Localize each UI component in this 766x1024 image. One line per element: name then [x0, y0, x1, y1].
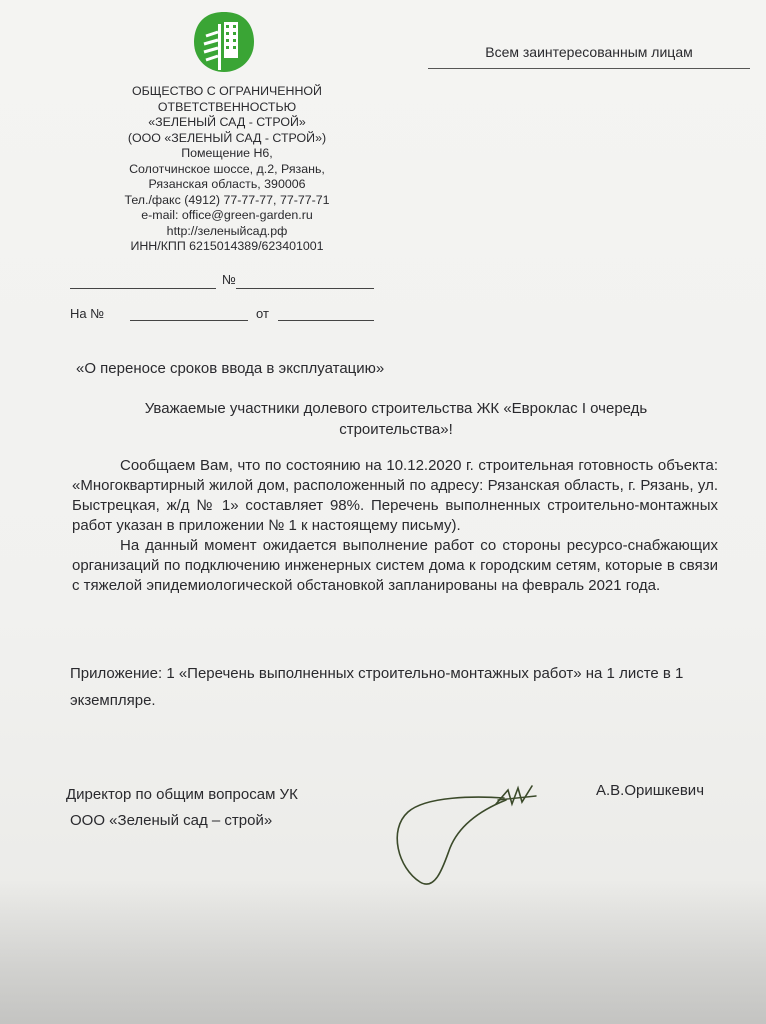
page-shadow [0, 880, 766, 1024]
company-line: Солотчинское шоссе, д.2, Рязань, [129, 161, 325, 176]
from-label: от [256, 306, 269, 321]
company-line: «ЗЕЛЕНЫЙ САД - СТРОЙ» [148, 115, 306, 129]
greeting: Уважаемые участники долевого строительства ЖК «Евроклас I очередь строительства»! [144, 400, 648, 438]
addressee-underline [428, 68, 750, 69]
company-logo-icon [192, 10, 256, 74]
company-line: http://зеленыйсад.рф [166, 223, 288, 238]
signatory-title-line: ООО «Зеленый сад – строй» [70, 812, 273, 829]
incoming-number-field [130, 320, 248, 321]
company-line: Помещение Н6, [181, 146, 273, 160]
letter-body [72, 456, 718, 596]
letter-subject: «О переносе сроков ввода в эксплуатацию» [76, 360, 385, 377]
company-details [96, 84, 358, 255]
on-number-label: На № [70, 306, 105, 321]
handwritten-signature-icon [386, 778, 546, 890]
body-paragraph: На данный момент ожидается выполнение работ со стороны ресурсо-снабжающих организаций по подключению инженерных систем дома к городским сетям, которые в связи с тяжелой эпидемиологической обстановкой запланированы на февраль 2021 года. [72, 537, 718, 594]
signatory-title [66, 782, 298, 834]
company-line: ИНН/КПП 6215014389/623401001 [130, 239, 324, 253]
signatory-title-line: Директор по общим вопросам УК [66, 786, 298, 803]
company-line: (ООО «ЗЕЛЕНЫЙ САД - СТРОЙ») [127, 130, 327, 145]
company-line: Рязанская область, 390006 [148, 177, 306, 191]
body-paragraph: Сообщаем Вам, что по состоянию на 10.12.2020 г. строительная готовность объекта: «Многоквартирный жилой дом, расположенный по адресу: Рязанская область, г. Рязань, ул. Быстрецкая, ж/д № 1» составляет 98%. Перечень выполненных строительно-монтажных работ указан в приложении № 1 к настоящему письму). [72, 457, 718, 534]
addressee: Всем заинтересованным лицам [485, 44, 693, 60]
company-line: ОТВЕТСТВЕННОСТЬЮ [157, 99, 297, 114]
outgoing-number-field [236, 288, 374, 289]
outgoing-date-field [70, 288, 216, 289]
company-line: e-mail: office@green-garden.ru [141, 208, 313, 222]
attachment-note: Приложение: 1 «Перечень выполненных строительно-монтажных работ» на 1 листе в 1 экземпляре. [70, 665, 684, 709]
incoming-date-field [278, 320, 374, 321]
company-line: Тел./факс (4912) 77-77-77, 77-77-71 [124, 192, 330, 207]
company-line: ОБЩЕСТВО С ОГРАНИЧЕННОЙ [132, 84, 322, 98]
number-sign-label: № [222, 272, 236, 287]
signatory-name: А.В.Оришкевич [596, 782, 705, 799]
